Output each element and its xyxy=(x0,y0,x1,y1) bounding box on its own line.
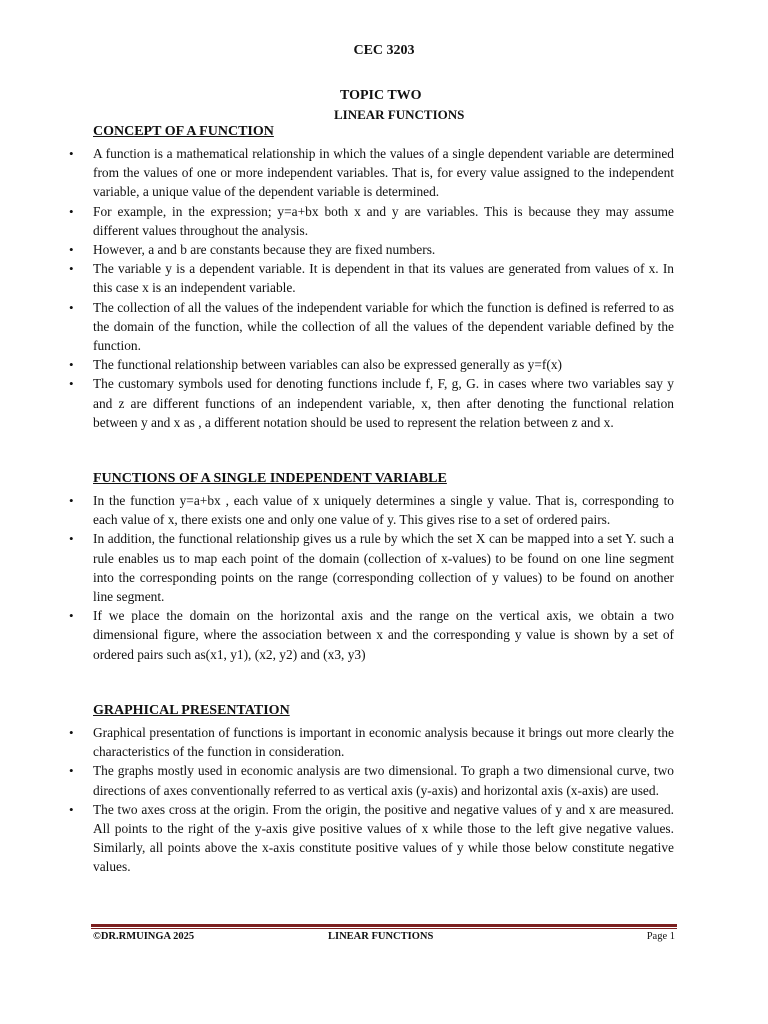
section-heading-single-variable: FUNCTIONS OF A SINGLE INDEPENDENT VARIABLE xyxy=(93,471,447,486)
list-item: • In the function y=a+bx , each value of x uniquely determines a single y value. That is, corresponding to each value of x, there exists one and only one value of y. This gives rise to a set of ordered pairs. xyxy=(69,493,674,528)
list-item: • For example, in the expression; y=a+bx both x and y are variables. This is because they may assume different values throughout the analysis. xyxy=(69,203,674,238)
bullet-icon: • xyxy=(69,531,74,547)
section-graphical-list xyxy=(0,723,768,877)
topic-subtitle: LINEAR FUNCTIONS xyxy=(334,107,465,122)
list-item: • A function is a mathematical relationship in which the values of a single dependent variable are determined from the values of one or more independent variables. That is, for every value assigned to the independent variable, a unique value of the dependent variable is determined. xyxy=(69,146,674,200)
section-heading-graphical: GRAPHICAL PRESENTATION xyxy=(93,703,290,718)
bullet-icon: • xyxy=(69,242,74,258)
list-item: • The customary symbols used for denoting functions include f, F, g, G. in cases where two variables say y and z are different functions of an independent variable, x, then after denoting the functional relation between y and x as , a different notation should be used to represent the relation between z and x. xyxy=(69,376,674,430)
footer-title: LINEAR FUNCTIONS xyxy=(328,931,434,942)
list-item: • The collection of all the values of the independent variable for which the function is defined is referred to as the domain of the function, while the collection of all the values of the dependent variable defined by the function. xyxy=(69,299,674,354)
section-heading-concept: CONCEPT OF A FUNCTION xyxy=(93,124,274,139)
bullet-icon: • xyxy=(69,608,74,624)
bullet-icon: • xyxy=(69,357,74,373)
list-item: • If we place the domain on the horizontal axis and the range on the vertical axis, we obtain a two dimensional figure, where the association between x and the corresponding y value is shown by a set of ordered pairs such as(x1, y1), (x2, y2) and (x3, y3) xyxy=(69,608,674,662)
section-concept-list xyxy=(0,144,768,432)
bullet-icon: • xyxy=(69,299,74,315)
list-item: • However, a and b are constants because they are fixed numbers. xyxy=(0,240,674,259)
section-single-variable-list xyxy=(0,491,768,664)
course-code: CEC 3203 xyxy=(353,43,415,58)
list-item: • The functional relationship between variables can also be expressed generally as y=f(x) xyxy=(0,355,674,374)
topic-title: TOPIC TWO xyxy=(340,88,422,103)
bullet-icon: • xyxy=(69,203,74,219)
list-item: • Graphical presentation of functions is important in economic analysis because it brings out more clearly the characteristics of the function in consideration. xyxy=(69,725,674,760)
bullet-icon: • xyxy=(69,146,74,161)
footer-copyright: ©DR.RMUINGA 2025 xyxy=(93,931,195,942)
footer-rule xyxy=(91,924,677,927)
bullet-icon: • xyxy=(69,376,74,392)
list-item: • In addition, the functional relationship gives us a rule by which the set X can be mapped into a set Y. such a rule enables us to map each point of the domain (collection of x-values) to be found on one line segment into the corresponding points on the range (corresponding collection of y values) to be found on another line segment. xyxy=(69,531,674,605)
footer-page-number: Page 1 xyxy=(646,931,675,942)
bullet-icon: • xyxy=(69,261,74,277)
bullet-icon: • xyxy=(69,493,74,508)
list-item: • The graphs mostly used in economic analysis are two dimensional. To graph a two dimensional curve, two directions of axes conventionally referred to as vertical axis (y-axis) and horizontal axis (x-axis) are used. xyxy=(69,763,674,798)
bullet-icon: • xyxy=(69,763,74,779)
bullet-icon: • xyxy=(69,801,74,817)
list-item: • The two axes cross at the origin. From the origin, the positive and negative values of y and x are measured. All points to the right of the y-axis give positive values of x while those to the left give negative values. Similarly, all points above the x-axis constitute positive values of y while those below constitute negative values. xyxy=(69,801,674,875)
list-item: • The variable y is a dependent variable. It is dependent in that its values are generated from values of x. In this case x is an independent variable. xyxy=(69,261,674,296)
bullet-icon: • xyxy=(69,725,74,740)
footer-rule-thin xyxy=(91,928,677,929)
